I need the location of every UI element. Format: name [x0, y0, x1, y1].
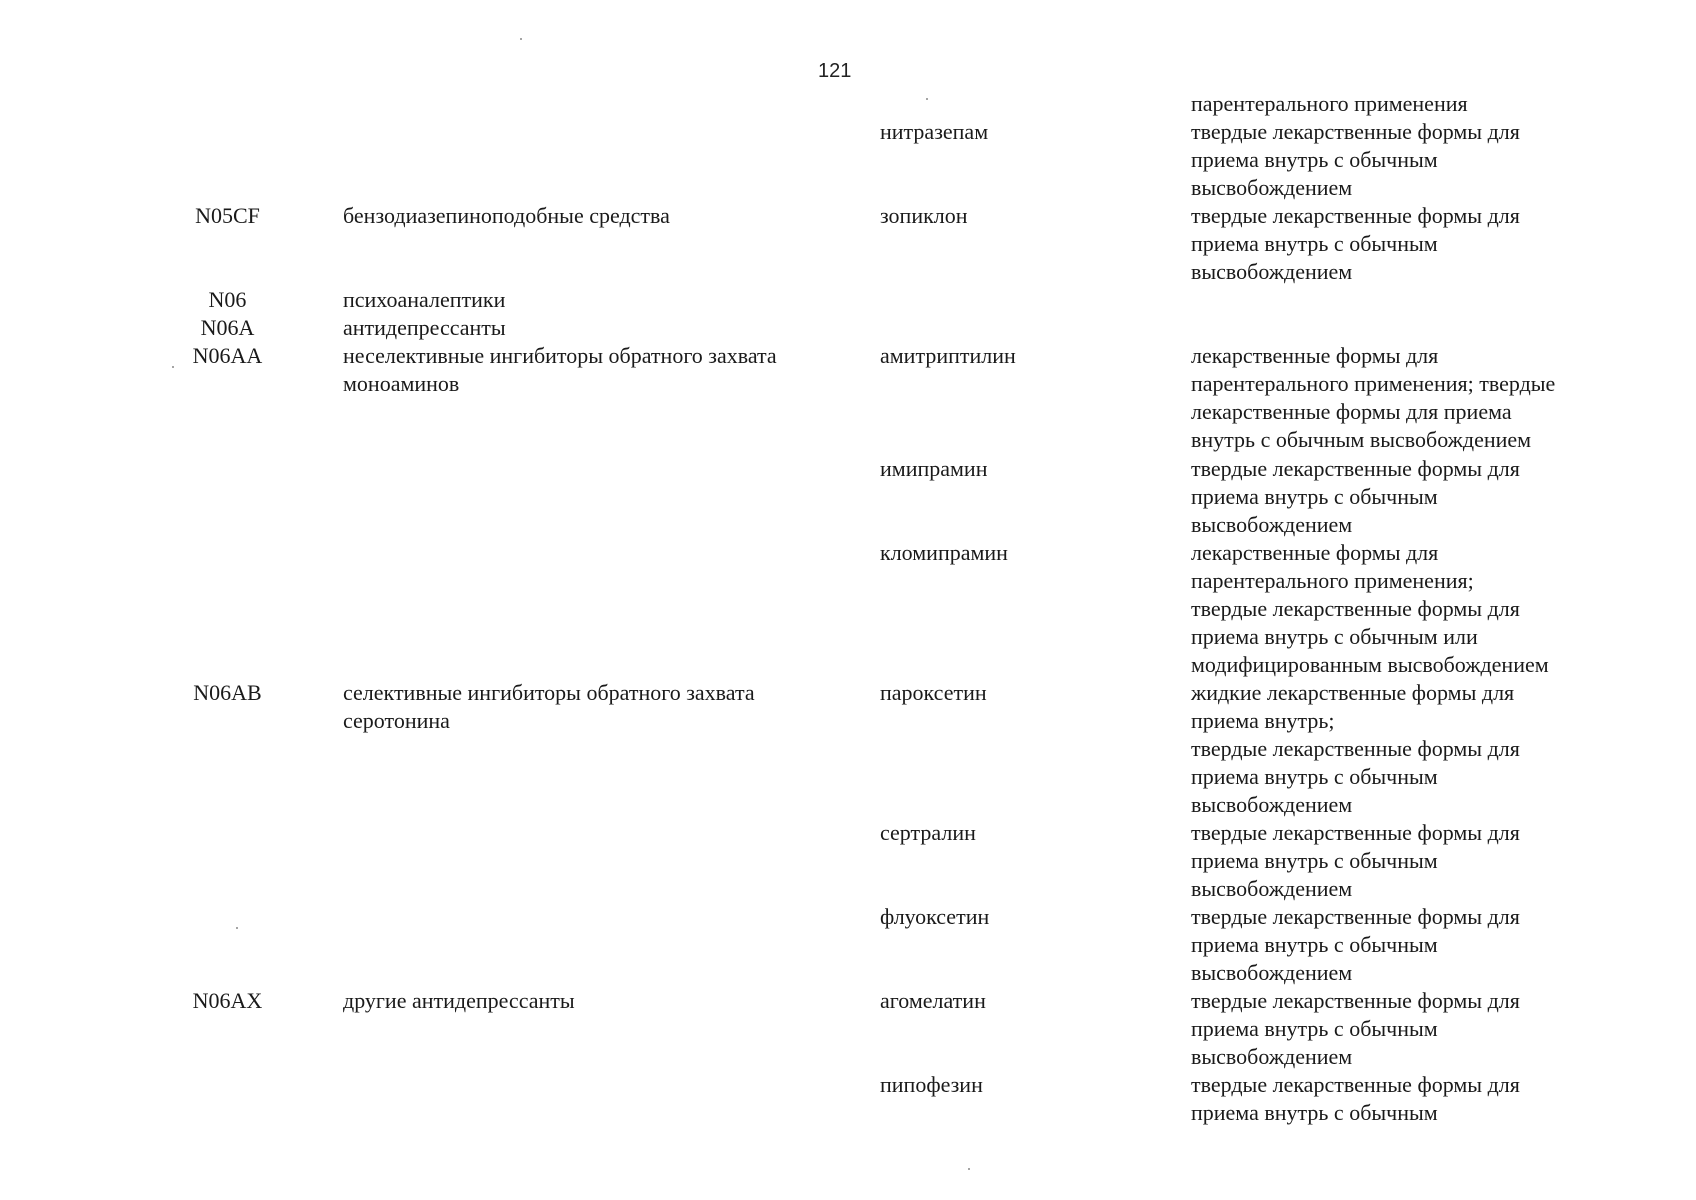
atc-code-cell: N05CF [195, 203, 260, 228]
scan-speck [172, 366, 174, 368]
atc-code-cell: N06A [200, 315, 255, 340]
dosage-form-cell: твердые лекарственные формы для приема внутрь с обычным высвобождением [1191, 203, 1520, 284]
group-cell: другие антидепрессанты [343, 988, 575, 1013]
scan-speck [520, 38, 522, 40]
drug-name-cell: зопиклон [880, 203, 968, 228]
drug-name-cell: пароксетин [880, 680, 987, 705]
drug-name-cell: флуоксетин [880, 904, 990, 929]
dosage-form-cell: парентерального применения [1191, 91, 1468, 116]
drug-name-cell: агомелатин [880, 988, 986, 1013]
dosage-form-cell: твердые лекарственные формы для приема внутрь с обычным высвобождением [1191, 456, 1520, 537]
dosage-form-cell: твердые лекарственные формы для приема внутрь с обычным высвобождением [1191, 988, 1520, 1069]
atc-code-cell: N06AA [192, 343, 263, 368]
page-number: 121 [818, 60, 852, 82]
atc-code-cell: N06AX [192, 988, 263, 1013]
atc-code-cell: N06 [208, 287, 247, 312]
drug-name-cell: имипрамин [880, 456, 988, 481]
dosage-form-cell: лекарственные формы для парентерального применения; твердые лекарственные формы для приема внутрь с обычным высвобождением [1191, 343, 1556, 452]
scan-speck [236, 927, 238, 929]
group-cell: антидепрессанты [343, 315, 506, 340]
dosage-form-cell: твердые лекарственные формы для приема внутрь с обычным высвобождением [1191, 820, 1520, 901]
scan-speck [926, 98, 928, 100]
drug-name-cell: нитразепам [880, 119, 989, 144]
drug-name-cell: пипофезин [880, 1072, 983, 1097]
scan-speck [968, 1168, 970, 1170]
dosage-form-cell: лекарственные формы для парентерального применения; твердые лекарственные формы для приема внутрь с обычным или модифицированным высвобождением [1191, 540, 1549, 677]
group-cell: бензодиазепиноподобные средства [343, 203, 670, 228]
group-cell: психоаналептики [343, 287, 506, 312]
dosage-form-cell: твердые лекарственные формы для приема внутрь с обычным [1191, 1072, 1520, 1125]
group-cell: селективные ингибиторы обратного захвата серотонина [343, 680, 755, 733]
dosage-form-cell: твердые лекарственные формы для приема внутрь с обычным высвобождением [1191, 119, 1520, 200]
dosage-form-cell: жидкие лекарственные формы для приема внутрь; твердые лекарственные формы для приема внутрь с обычным высвобождением [1191, 680, 1520, 817]
drug-name-cell: сертралин [880, 820, 976, 845]
drug-name-cell: кломипрамин [880, 540, 1008, 565]
dosage-form-cell: твердые лекарственные формы для приема внутрь с обычным высвобождением [1191, 904, 1520, 985]
atc-code-cell: N06AB [193, 680, 262, 705]
drug-name-cell: амитриптилин [880, 343, 1016, 368]
group-cell: неселективные ингибиторы обратного захвата моноаминов [343, 343, 777, 396]
